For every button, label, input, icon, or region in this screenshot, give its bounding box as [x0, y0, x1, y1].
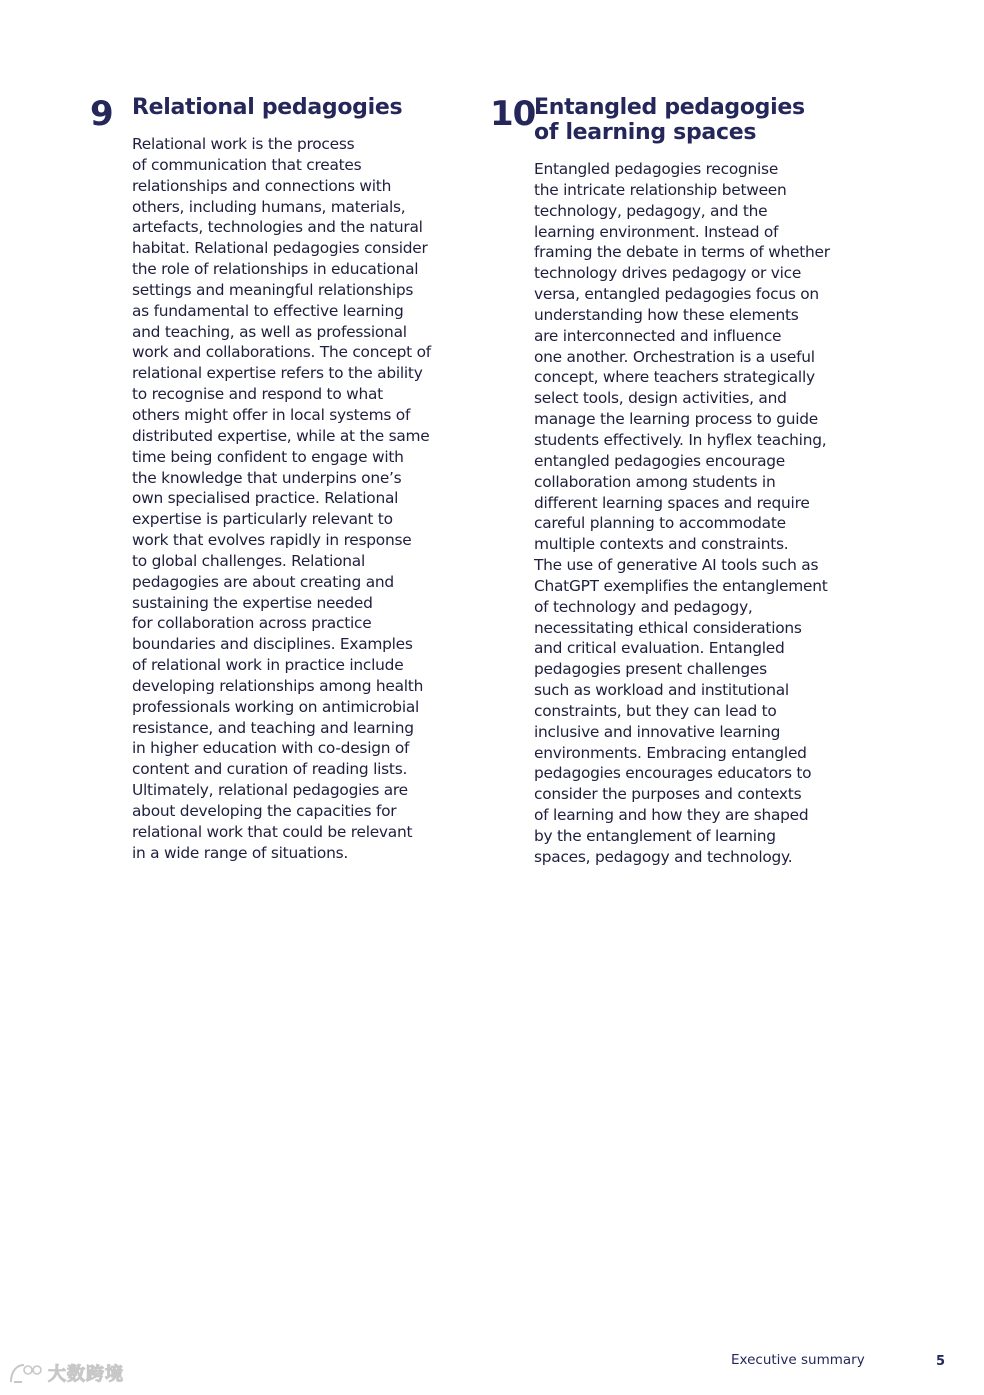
body-line: manage the learning process to guide [534, 410, 818, 429]
body-line: developing relationships among health [132, 676, 424, 695]
body-line: constraints, but they can lead to [534, 701, 777, 720]
body-line: such as workload and institutional [534, 681, 789, 700]
body-line: understanding how these elements [534, 305, 799, 324]
section-title-line: of learning spaces [534, 120, 757, 145]
body-line: of technology and pedagogy, [534, 597, 753, 616]
body-line: sustaining the expertise needed [132, 593, 373, 612]
body-line: Relational work is the process [132, 135, 355, 153]
body-line: to recognise and respond to what [132, 385, 383, 404]
body-line: are interconnected and influence [534, 326, 782, 345]
section-title [534, 95, 805, 145]
body-line: framing the debate in terms of whether [534, 243, 830, 262]
body-line: versa, entangled pedagogies focus on [534, 285, 819, 304]
body-line: artefacts, technologies and the natural [132, 218, 423, 237]
section-title-line: Entangled pedagogies [534, 95, 805, 120]
body-line: others, including humans, materials, [132, 197, 406, 216]
body-line: about developing the capacities for [132, 802, 397, 820]
body-line: time being confident to engage with [132, 447, 404, 466]
body-line: Ultimately, relational pedagogies are [132, 781, 408, 800]
body-line: the role of relationships in educational [132, 260, 419, 279]
section-number: 9 [90, 94, 113, 134]
body-line: ChatGPT exemplifies the entanglement [534, 576, 828, 595]
body-line: inclusive and innovative learning [534, 722, 781, 741]
body-line: for collaboration across practice [132, 614, 372, 633]
body-line: resistance, and teaching and learning [132, 718, 414, 737]
body-line: select tools, design activities, and [534, 389, 787, 408]
body-line: technology, pedagogy, and the [534, 201, 768, 220]
body-line: different learning spaces and require [534, 493, 810, 512]
page-number: 5 [936, 1354, 946, 1369]
body-line: of relational work in practice include [132, 656, 404, 675]
body-line: habitat. Relational pedagogies consider [132, 239, 428, 258]
section-title [132, 95, 402, 120]
body-line: careful planning to accommodate [534, 514, 786, 533]
body-line: content and curation of reading lists. [132, 760, 408, 779]
body-line: professionals working on antimicrobial [132, 697, 420, 716]
body-line: spaces, pedagogy and technology. [534, 847, 793, 866]
body-line: entangled pedagogies encourage [534, 451, 786, 470]
body-line: learning environment. Instead of [534, 222, 779, 241]
section-title-line: Relational pedagogies [132, 95, 403, 120]
body-line: the knowledge that underpins one’s [132, 468, 402, 487]
body-line: boundaries and disciplines. Examples [132, 635, 413, 654]
body-line: distributed expertise, while at the same [132, 426, 430, 445]
body-line: the intricate relationship between [534, 180, 787, 199]
body-line: pedagogies are about creating and [132, 572, 394, 591]
body-line: by the entanglement of learning [534, 827, 776, 845]
body-line: and teaching, as well as professional [132, 322, 407, 341]
body-line: work and collaborations. The concept of [132, 343, 431, 362]
body-line: technology drives pedagogy or vice [534, 264, 802, 283]
body-line: as fundamental to effective learning [132, 301, 404, 320]
body-line: others might offer in local systems of [132, 405, 411, 424]
body-line: in a wide range of situations. [132, 843, 349, 862]
body-line: multiple contexts and constraints. [534, 535, 789, 554]
body-line: consider the purposes and contexts [534, 785, 802, 804]
body-line: of learning and how they are shaped [534, 806, 809, 825]
body-line: work that evolves rapidly in response [132, 531, 412, 550]
body-line: to global challenges. Relational [132, 551, 366, 570]
body-line: relational expertise refers to the ability [132, 364, 423, 383]
body-line: of communication that creates [132, 155, 362, 174]
body-line: one another. Orchestration is a useful [534, 347, 815, 366]
body-line: pedagogies encourages educators to [534, 764, 812, 783]
body-line: expertise is particularly relevant to [132, 510, 393, 529]
body-line: students effectively. In hyflex teaching, [534, 430, 827, 449]
body-line: in higher education with co-design of [132, 739, 410, 758]
section-body [132, 134, 431, 864]
body-line: own specialised practice. Relational [132, 489, 399, 508]
body-line: settings and meaningful relationships [132, 280, 414, 299]
footer-section-label: Executive summary [731, 1352, 865, 1368]
body-line: and critical evaluation. Entangled [534, 639, 785, 658]
body-line: relationships and connections with [132, 176, 392, 195]
body-line: Entangled pedagogies recognise [534, 160, 779, 178]
body-line: environments. Embracing entangled [534, 743, 807, 762]
watermark-logo-icon [8, 1361, 44, 1385]
body-line: collaboration among students in [534, 472, 776, 491]
body-line: concept, where teachers strategically [534, 368, 815, 387]
section-number: 10 [490, 94, 536, 134]
body-line: The use of generative AI tools such as [534, 556, 819, 575]
watermark-text: 大数跨境 [48, 1364, 124, 1385]
body-line: necessitating ethical considerations [534, 618, 802, 637]
section-body [534, 159, 830, 868]
watermark [8, 1360, 124, 1386]
body-line: relational work that could be relevant [132, 822, 413, 841]
body-line: pedagogies present challenges [534, 660, 767, 679]
